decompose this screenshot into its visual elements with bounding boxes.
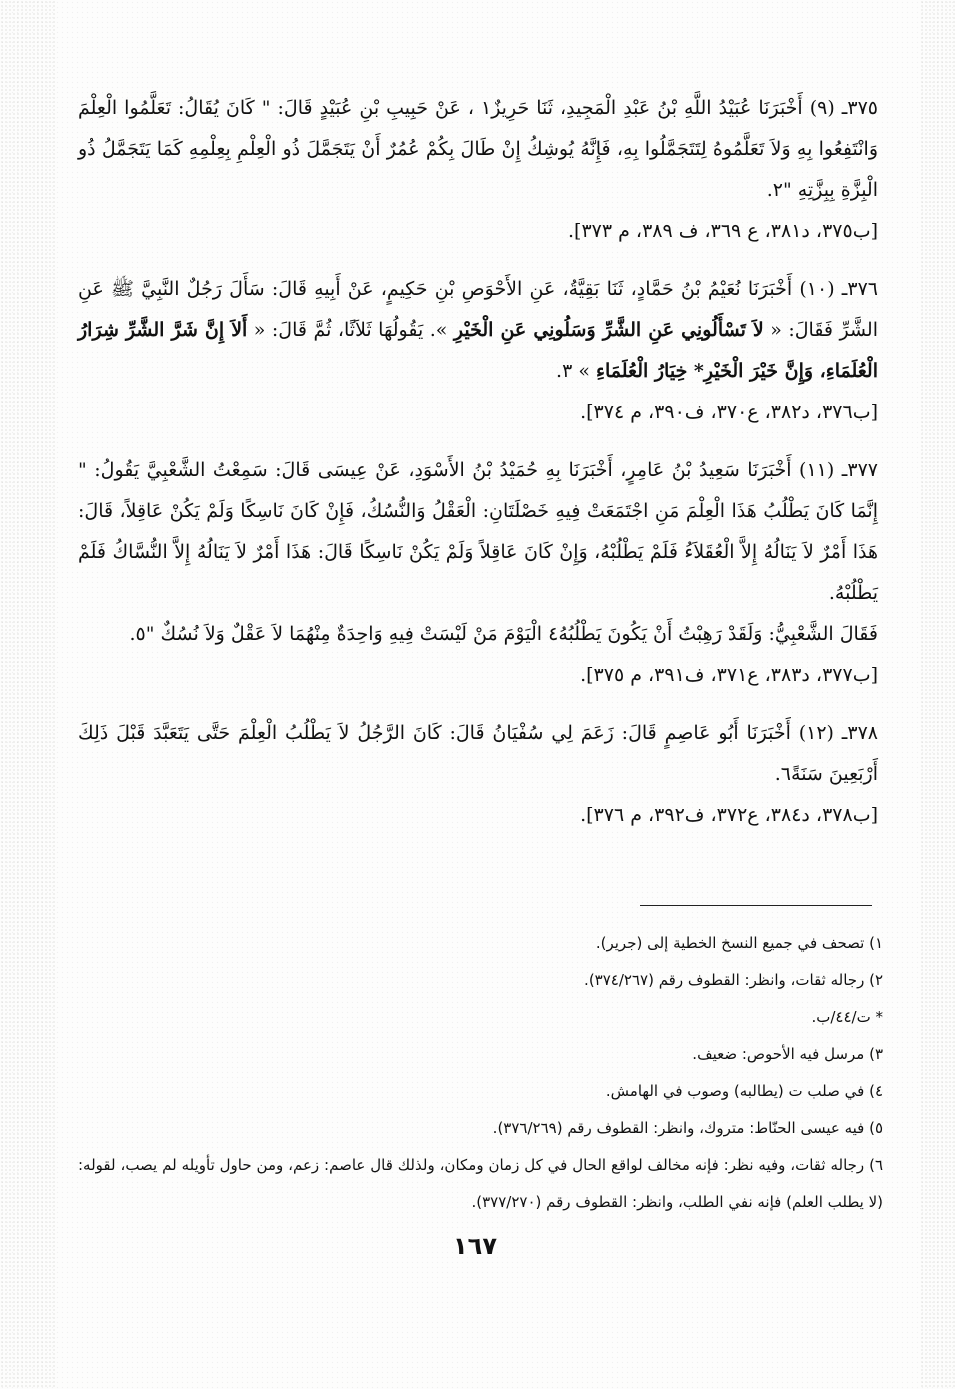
main-text [78,88,878,853]
hadith-375 [78,88,878,211]
hadith-text: ٣٧٨ـ (١٢) أَخْبَرَنَا أَبُو عَاصِمٍ قَالَ: زَعَمَ لِي سُفْيَانُ قَالَ: كَانَ الرَّجُلُ لاَ يَطْلُبُ الْعِلْمَ حَتَّى يَتَعَبَّدَ قَبْلَ ذَلِكَ أَرْبَعِينَ سَنَةً٦. [78,722,878,785]
footnote: ٢) رجاله ثقات، وانظر: القطوف رقم (٣٧٤/٢٦٧). [584,971,883,989]
footnote: ٤) في صلب ت (يطالبه) وصوب في الهامش. [605,1082,883,1100]
hadith-376 [78,269,878,392]
page-number: ١٦٧ [453,1232,497,1260]
hadith-text-continued: فَقَالَ الشَّعْبِيُّ: وَلَقَدْ رَهِبْتُ أَنْ يَكُونَ يَطْلُبُهُ٤ الْيَوْمَ مَنْ لَيْسَتْ فِيهِ وَاحِدَةٌ مِنْهُمَا لاَ عَقْلٌ وَلاَ نُسُكٌ "٥. [129,623,878,645]
prophetic-saying-bold: أَلاَ إِنَّ شَرَّ الشَّرِّ شِرَارُ الْعُلَمَاءِ، وَإِنَّ خَيْرَ الْخَيْرِ* خِيَارُ الْعُلَمَاءِ [78,319,878,382]
hadith-text: ٣٧٥ـ (٩) أَخْبَرَنَا عُبَيْدُ اللَّهِ بْنُ عَبْدِ الْمَجِيدِ، ثَنَا حَرِيزٌ١ ، عَنْ حَبِيبِ بْنِ عُبَيْدٍ قَالَ: " كَانَ يُقَالُ: تَعَلَّمُوا الْعِلْمَ وَانْتَفِعُوا بِهِ وَلاَ تَعَلَّمُوهُ لِتَتَجَمَّلُوا بِهِ، فَإِنَّهُ يُوشِكُ إِنْ طَالَ بِكُمْ عُمُرٌ أَنْ يَتَجَمَّلَ ذُو الْعِلْمِ بِعِلْمِهِ كَمَا يَتَجَمَّلُ ذُو الْبِزَّةِ بِبِزَّتِهِ "٢. [78,97,878,201]
hadith-377 [78,450,878,655]
hadith-reference: [ب٣٧٦، د٣٨٢، ع٣٧٠، ف٣٩٠، م ٣٧٤]. [580,401,878,423]
prophetic-saying-bold: لاَ تَسْأَلُونِي عَنِ الشَّرِّ وَسَلُونِي عَنِ الْخَيْرِ [453,319,764,341]
hadith-text [78,269,878,392]
hadith-reference: [ب٣٧٧، د٣٨٣، ع٣٧١، ف٣٩١، م ٣٧٥]. [580,664,878,686]
footnotes [78,925,883,1221]
footnote: ١) تصحف في جميع النسخ الخطية إلى (جرير). [595,934,883,952]
footnote: ٥) فيه عيسى الحنّاط: متروك، وانظر: القطوف رقم (٣٧٦/٢٦٩). [492,1119,883,1137]
hadith-text: ٣٧٧ـ (١١) أَخْبَرَنَا سَعِيدُ بْنُ عَامِرٍ، أَخْبَرَنَا بِهِ حُمَيْدُ بْنُ الأَسْوَدِ، عَنْ عِيسَى قَالَ: سَمِعْتُ الشَّعْبِيَّ يَقُولُ: " إِنَّمَا كَانَ يَطْلُبُ هَذَا الْعِلْمَ مَنِ اجْتَمَعَتْ فِيهِ خَصْلَتَانِ: الْعَقْلُ وَالنُّسُكُ، فَإِنْ كَانَ نَاسِكًا وَلَمْ يَكُنْ عَاقِلاً، قَالَ: هَذَا أَمْرٌ لاَ يَنَالُهُ إِلاَّ الْعُقَلاَءُ فَلَمْ يَطْلُبْهُ، وَإِنْ كَانَ عَاقِلاً وَلَمْ يَكُنْ نَاسِكًا قَالَ: هَذَا أَمْرٌ لاَ يَنَالُهُ إِلاَّ النُّسَّاكُ فَلَمْ يَطْلُبْهُ. [78,459,878,604]
hadith-reference: [ب٣٧٥، د٣٨١، ع ٣٦٩، ف ٣٨٩، م ٣٧٣]. [568,220,878,242]
hadith-text-part: ٣٧٦ـ (١٠) أَخْبَرَنَا نُعَيْمُ بْنُ حَمَّادٍ، ثَنَا بَقِيَّةُ، عَنِ الأَحْوَصِ بْنِ حَكِيمٍ، عَنْ أَبِيهِ قَالَ: سَأَلَ رَجُلٌ النَّبِيَّ ﷺ عَنِ الشَّرِّ فَقَالَ: « [78,278,878,341]
hadith-text-part: ». يَقُولُهَا ثَلاَثًا، ثُمَّ قَالَ: « [247,319,454,341]
hadith-378 [78,713,878,795]
footnote-divider [640,905,872,906]
hadith-reference: [ب٣٧٨، د٣٨٤، ع٣٧٢، ف٣٩٢، م ٣٧٦]. [580,804,878,826]
scan-edge-left [0,0,55,1389]
scan-edge-right [920,0,955,1389]
footnote: ٦) رجاله ثقات، وفيه نظر: فإنه مخالف لواقع الحال في كل زمان ومكان، ولذلك قال عاصم: زعم، ومن حاول تأويله لم يصب، لقوله: (لا يطلب العلم) فإنه نفي الطلب، وانظر: القطوف رقم (٣٧٧/٢٧٠). [78,1156,883,1211]
footnote: * ت/٤٤/ب. [811,1008,883,1026]
hadith-text-part: » ٣. [556,360,597,382]
footnote: ٣) مرسل فيه الأحوص: ضعيف. [692,1045,883,1063]
